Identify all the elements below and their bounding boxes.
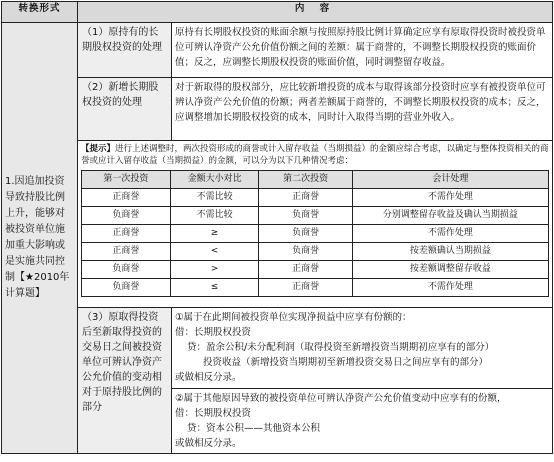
inner-cell: 不需作处理 — [352, 225, 548, 243]
inner-cell: > — [170, 261, 259, 279]
inner-cell: 负商誉 — [82, 279, 171, 297]
inner-cell: 不需比较 — [170, 189, 259, 207]
inner-row — [82, 225, 549, 243]
table-header-row — [2, 2, 553, 23]
inner-cell: 正商誉 — [82, 225, 171, 243]
case-label: 1.因追加投资导致持股比例上升，能够对被投资单位施加重大影响或是实施共同控制【★2010年计算题】 — [2, 23, 78, 454]
document-page — [0, 1, 554, 462]
inner-cell: 负商誉 — [259, 207, 352, 225]
inner-row — [82, 261, 549, 279]
inner-cell: 负商誉 — [82, 261, 171, 279]
inner-header: 金额大小对比 — [170, 171, 259, 189]
inner-cell: < — [170, 243, 259, 261]
entry-line: ①属于在此期间被投资单位实现净损益中应享有份额的： — [175, 312, 412, 323]
inner-header: 第二次投资 — [259, 171, 352, 189]
inner-row — [82, 189, 549, 207]
inner-cell: 负商誉 — [82, 207, 171, 225]
header-content: 内 容 — [78, 2, 553, 23]
section2-text: 对于新取得的股权部分，应比较新增投资的成本与取得该部分投资时应享有被投资单位可辨认净资产公允价值的份额；两者差额属于商誉的，不调整长期股权投资的成本；反之，应调整增加长期股权投资的成本，同时计入取得当期的营业外收入。 — [172, 78, 553, 141]
inner-cell: 正商誉 — [259, 279, 352, 297]
inner-cell: ≥ — [170, 225, 259, 243]
section3-label: （3）原取得投资后至新取得投资的交易日之间被投资单位可辨认净资产公允价值的变动相对于原持股比例的部分 — [78, 308, 172, 454]
inner-cell: 分别调整留存收益及确认当期损益 — [352, 207, 548, 225]
tip-label: 【提示】 — [81, 144, 116, 154]
conversion-table — [1, 1, 553, 454]
inner-row — [82, 243, 549, 261]
inner-cell: 正商誉 — [82, 243, 171, 261]
goodwill-cases-table — [81, 170, 549, 297]
inner-header-row — [82, 171, 549, 189]
inner-cell: 不需作处理 — [352, 279, 548, 297]
inner-header: 第一次投资 — [82, 171, 171, 189]
header-conversion-form: 转换形式 — [2, 2, 78, 23]
inner-cell: ≤ — [170, 279, 259, 297]
table-row — [2, 141, 553, 308]
entry-line: 借：长期股权投资 — [175, 408, 252, 419]
entry-line: 贷：盈余公积/未分配利润（取得投资至新增投资当期期初应享有的部分） — [187, 342, 495, 353]
table-row — [2, 23, 553, 78]
inner-cell: 负商誉 — [259, 243, 352, 261]
section1-label: （1）原持有的长期股权投资的处理 — [78, 23, 172, 78]
table-row — [2, 78, 553, 141]
section2-label: （2）新增长期股权投资的处理 — [78, 78, 172, 141]
inner-row — [82, 207, 549, 225]
entry-line: 借：长期股权投资 — [175, 327, 252, 338]
entry-line: ②属于其他原因导致的被投资单位可辨认净资产公允价值变动中应享有的份额， — [175, 393, 507, 404]
entry-line: 或做相反分录。 — [175, 438, 242, 449]
entry-line: 投资收益（新增投资当期期初至新增投资交易日之间应享有的部分） — [203, 357, 489, 368]
inner-cell: 负商誉 — [259, 225, 352, 243]
tip-text: 进行上述调整时，两次投资形成的商誉或计入留存收益（当期损益）的金额应综合考虑，以确定与整体投资相关的商誉或应计入留存收益（当期损益）的金额，可以分为以下几种情况考虑： — [81, 144, 549, 166]
inner-header: 会计处理 — [352, 171, 548, 189]
section3-part2 — [172, 389, 553, 454]
inner-cell: 按差额调整留存收益 — [352, 261, 548, 279]
inner-cell: 按差额确认当期损益 — [352, 243, 548, 261]
entry-line: 贷：资本公积——其他资本公积 — [187, 423, 321, 434]
section3-part1 — [172, 308, 553, 389]
tip-cell — [78, 141, 553, 308]
section1-text: 原持有长期股权投资的账面余额与按照原持股比例计算确定应享有原取得投资时被投资单位可辨认净资产公允价值份额之间的差额：属于商誉的，不调整长期股权投资的账面价值；反之，应调整长期股权投资的账面价值，同时调整留存收益。 — [172, 23, 553, 78]
inner-cell: 正商誉 — [259, 261, 352, 279]
table-row — [2, 308, 553, 389]
inner-row — [82, 279, 549, 297]
inner-cell: 正商誉 — [82, 189, 171, 207]
inner-cell: 不需作处理 — [352, 189, 548, 207]
inner-cell: 正商誉 — [259, 189, 352, 207]
inner-cell: 不需比较 — [170, 207, 259, 225]
entry-line: 或做相反分录。 — [175, 372, 242, 383]
